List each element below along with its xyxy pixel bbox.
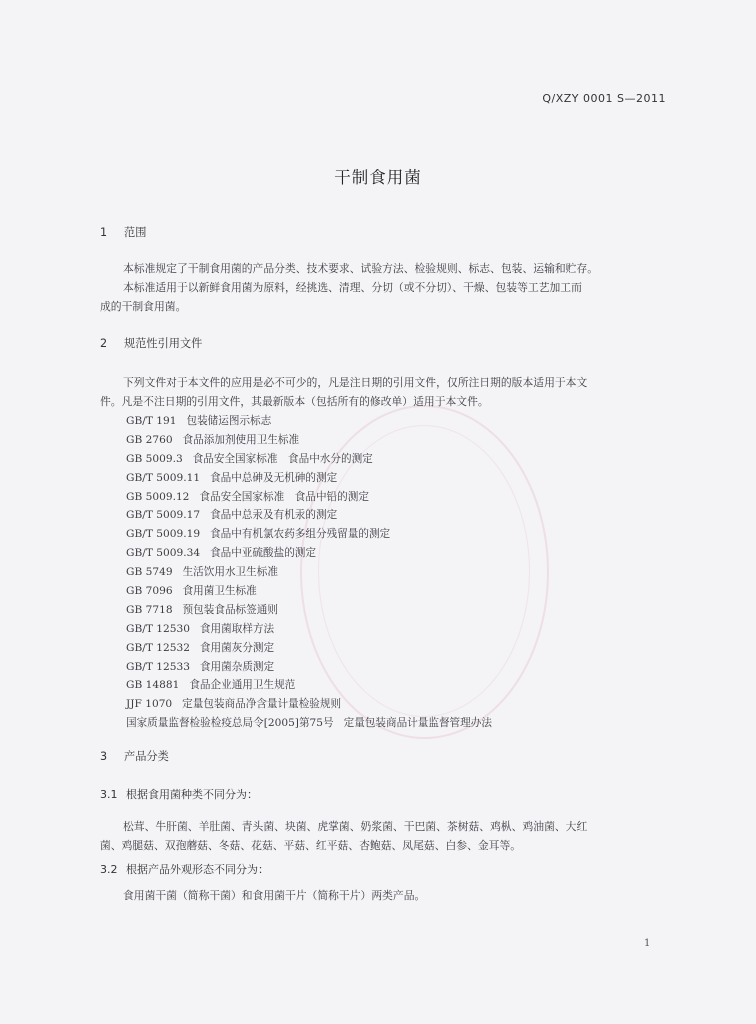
reference-id: GB/T 5009.19	[126, 528, 201, 541]
reference-title: 食用菌杂质测定	[199, 660, 275, 673]
reference-title: 预包装食品标签通则	[182, 603, 278, 616]
section-3-1-heading	[100, 786, 258, 802]
reference-title: 包装储运图示标志	[186, 415, 272, 427]
reference-id: GB/T 12532	[126, 641, 190, 654]
reference-item	[126, 658, 492, 677]
reference-item	[126, 431, 492, 450]
document-title: 干制食用菌	[334, 168, 422, 187]
reference-title: 定量包装商品计量监督管理办法	[343, 717, 492, 730]
reference-id: GB 5009.3	[126, 452, 183, 465]
reference-id: GB/T 12533	[126, 660, 190, 673]
reference-title: 食品中总汞及有机汞的测定	[210, 509, 338, 522]
section-3-number: 3	[100, 750, 108, 763]
reference-id: JJF 1070	[126, 698, 173, 711]
reference-title: 食品中总砷及无机砷的测定	[210, 471, 338, 484]
section-3-title: 产品分类	[124, 750, 169, 763]
section-3-1-line-1: 松茸、牛肝菌、羊肚菌、青头菌、块菌、虎掌菌、奶浆菌、干巴菌、茶树菇、鸡枞、鸡油菌、大红	[123, 820, 588, 833]
reference-title: 食用菌卫生标准	[182, 585, 257, 598]
reference-title: 生活饮用水卫生标准	[182, 566, 278, 579]
reference-item	[126, 695, 492, 714]
reference-id: GB 5749	[126, 566, 173, 579]
section-2-number: 2	[100, 337, 108, 350]
section-1-para-2-line-2: 成的干制食用菌。	[100, 300, 187, 313]
reference-title: 食用菌灰分测定	[199, 641, 275, 654]
reference-title: 食用菌取样方法	[199, 622, 275, 635]
reference-item	[126, 525, 492, 544]
reference-item	[126, 469, 492, 488]
reference-item	[126, 714, 492, 733]
reference-title: 定量包装商品净含量计量检验规则	[182, 698, 342, 711]
section-3-2-number: 3.2	[100, 863, 118, 876]
section-2-intro-line-2: 件。凡是不注日期的引用文件，其最新版本（包括所有的修改单）适用于本文件。	[100, 395, 489, 408]
page-number: 1	[644, 938, 651, 949]
section-2-heading	[100, 335, 202, 351]
section-3-1-title: 根据食用菌种类不同分为：	[126, 788, 258, 801]
reference-item	[126, 639, 492, 658]
reference-id: GB 2760	[126, 433, 173, 446]
section-1-para-2-line-1: 本标准适用于以新鲜食用菌为原料，经挑选、清理、分切（或不分切）、干燥、包装等工艺加工而	[123, 281, 582, 294]
reference-item	[126, 582, 492, 601]
reference-id: GB/T 5009.11	[126, 471, 201, 484]
section-3-2-heading	[100, 861, 269, 877]
reference-item	[126, 450, 492, 469]
section-2-title: 规范性引用文件	[124, 337, 203, 350]
reference-item	[126, 601, 492, 620]
reference-item	[126, 676, 492, 695]
reference-item	[126, 506, 492, 525]
section-1-title: 范围	[124, 226, 147, 239]
reference-id: 国家质量监督检验检疫总局令[2005]第75号	[126, 717, 334, 730]
reference-item	[126, 412, 492, 431]
reference-id: GB 7718	[126, 603, 173, 616]
reference-id: GB/T 5009.17	[126, 509, 201, 522]
section-1-number: 1	[100, 226, 108, 239]
section-3-1-number: 3.1	[100, 788, 118, 801]
reference-id: GB/T 12530	[126, 622, 190, 635]
reference-id: GB 5009.12	[126, 490, 190, 503]
reference-id: GB 7096	[126, 585, 173, 598]
reference-title: 食品中有机氯农药多组分残留量的测定	[210, 528, 391, 541]
reference-item	[126, 620, 492, 639]
section-2-intro-line-1: 下列文件对于本文件的应用是必不可少的，凡是注日期的引用文件，仅所注日期的版本适用于本文	[123, 376, 588, 389]
reference-list	[126, 412, 492, 733]
reference-id: GB 14881	[126, 679, 180, 692]
section-3-heading	[100, 748, 169, 764]
reference-item	[126, 563, 492, 582]
reference-title: 食品企业通用卫生规范	[189, 679, 296, 692]
reference-title: 食品添加剂使用卫生标准	[182, 433, 300, 446]
reference-title: 食品安全国家标准 食品中铅的测定	[199, 490, 369, 503]
section-1-para-1: 本标准规定了干制食用菌的产品分类、技术要求、试验方法、检验规则、标志、包装、运输和贮存。	[123, 262, 599, 275]
reference-id: GB/T 5009.34	[126, 547, 201, 560]
reference-title: 食品中亚硫酸盐的测定	[210, 547, 316, 560]
section-3-2-title: 根据产品外观形态不同分为：	[126, 863, 269, 876]
reference-item	[126, 544, 492, 563]
standard-code: Q/XZY 0001 S—2011	[542, 92, 666, 105]
reference-id: GB/T 191	[126, 415, 177, 427]
section-3-2-line-1: 食用菌干菌（简称干菌）和食用菌干片（简称干片）两类产品。	[123, 889, 426, 902]
reference-item	[126, 488, 492, 507]
reference-title: 食品安全国家标准 食品中水分的测定	[192, 452, 373, 465]
section-3-1-line-2: 菌、鸡腿菇、双孢蘑菇、冬菇、花菇、平菇、红平菇、杏鲍菇、凤尾菇、白参、金耳等。	[100, 839, 522, 852]
section-1-heading	[100, 224, 146, 240]
